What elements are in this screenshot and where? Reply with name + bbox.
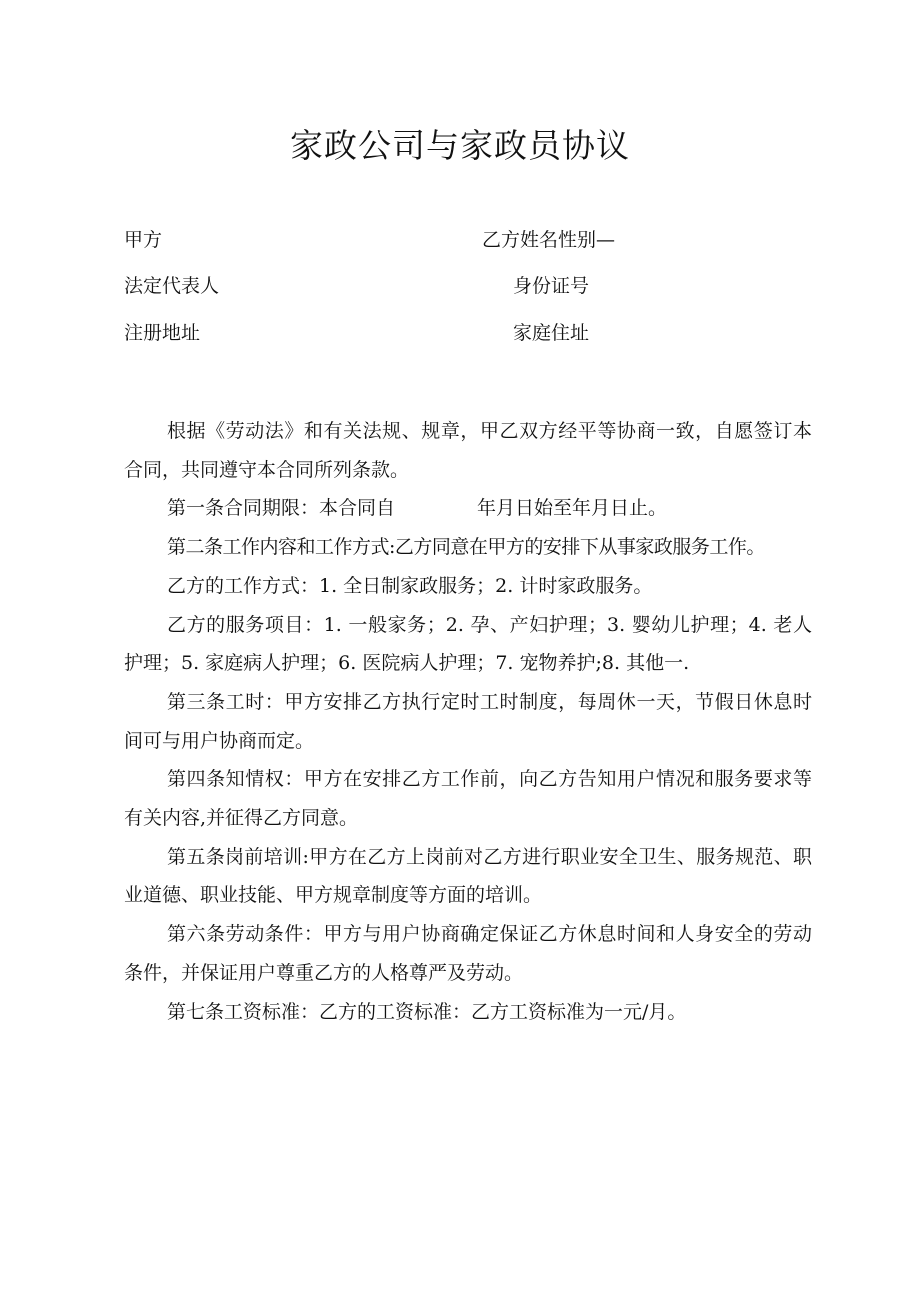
article-6-working-conditions: 第六条劳动条件：甲方与用户协商确定保证乙方休息时间和人身安全的劳动条件，并保证用户尊重乙方的人格尊严及劳动。	[124, 923, 812, 984]
article-1-part-a: 第一条合同期限：本合同自	[167, 497, 396, 520]
article-4-right-to-know: 第四条知情权：甲方在安排乙方工作前，向乙方告知用户情况和服务要求等有关内容,并征得乙方同意。	[124, 768, 812, 830]
party-b-name-gender-label: 乙方姓名性别—	[482, 229, 616, 251]
work-mode-paragraph: 乙方的工作方式：1. 全日制家政服务；2. 计时家政服务。	[167, 574, 653, 597]
intro-paragraph: 根据《劳动法》和有关法规、规章，甲乙双方经平等协商一致，自愿签订本合同，共同遵守本合同所列条款。	[124, 420, 812, 481]
article-1-contract-term	[124, 489, 812, 528]
article-7-wage-standard: 第七条工资标准：乙方的工资标准：乙方工资标准为一元/月。	[167, 1000, 687, 1023]
article-5-pre-job-training: 第五条岗前培训:甲方在乙方上岗前对乙方进行职业安全卫生、服务规范、职业道德、职业技能、甲方规章制度等方面的培训。	[124, 845, 812, 907]
document-title: 家政公司与家政员协议	[290, 126, 630, 165]
agreement-body	[124, 412, 812, 1031]
legal-representative-label: 法定代表人	[124, 275, 220, 297]
article-2-work-content: 第二条工作内容和工作方式:乙方同意在甲方的安排下从事家政服务工作。	[167, 536, 765, 559]
article-3-working-hours: 第三条工时：甲方安排乙方执行定时工时制度，每周休一天，节假日休息时间可与用户协商而定。	[124, 690, 812, 752]
registered-address-label: 注册地址	[124, 322, 201, 344]
home-address-label: 家庭住址	[513, 322, 590, 344]
service-items-paragraph: 乙方的服务项目：1. 一般家务；2. 孕、产妇护理；3. 婴幼儿护理；4. 老人护理；5. 家庭病人护理；6. 医院病人护理；7. 宠物养护;8. 其他一.	[124, 613, 812, 675]
id-number-label: 身份证号	[513, 275, 590, 297]
party-a-label: 甲方	[124, 229, 163, 251]
article-1-part-b: 年月日始至年月日止。	[477, 497, 668, 520]
